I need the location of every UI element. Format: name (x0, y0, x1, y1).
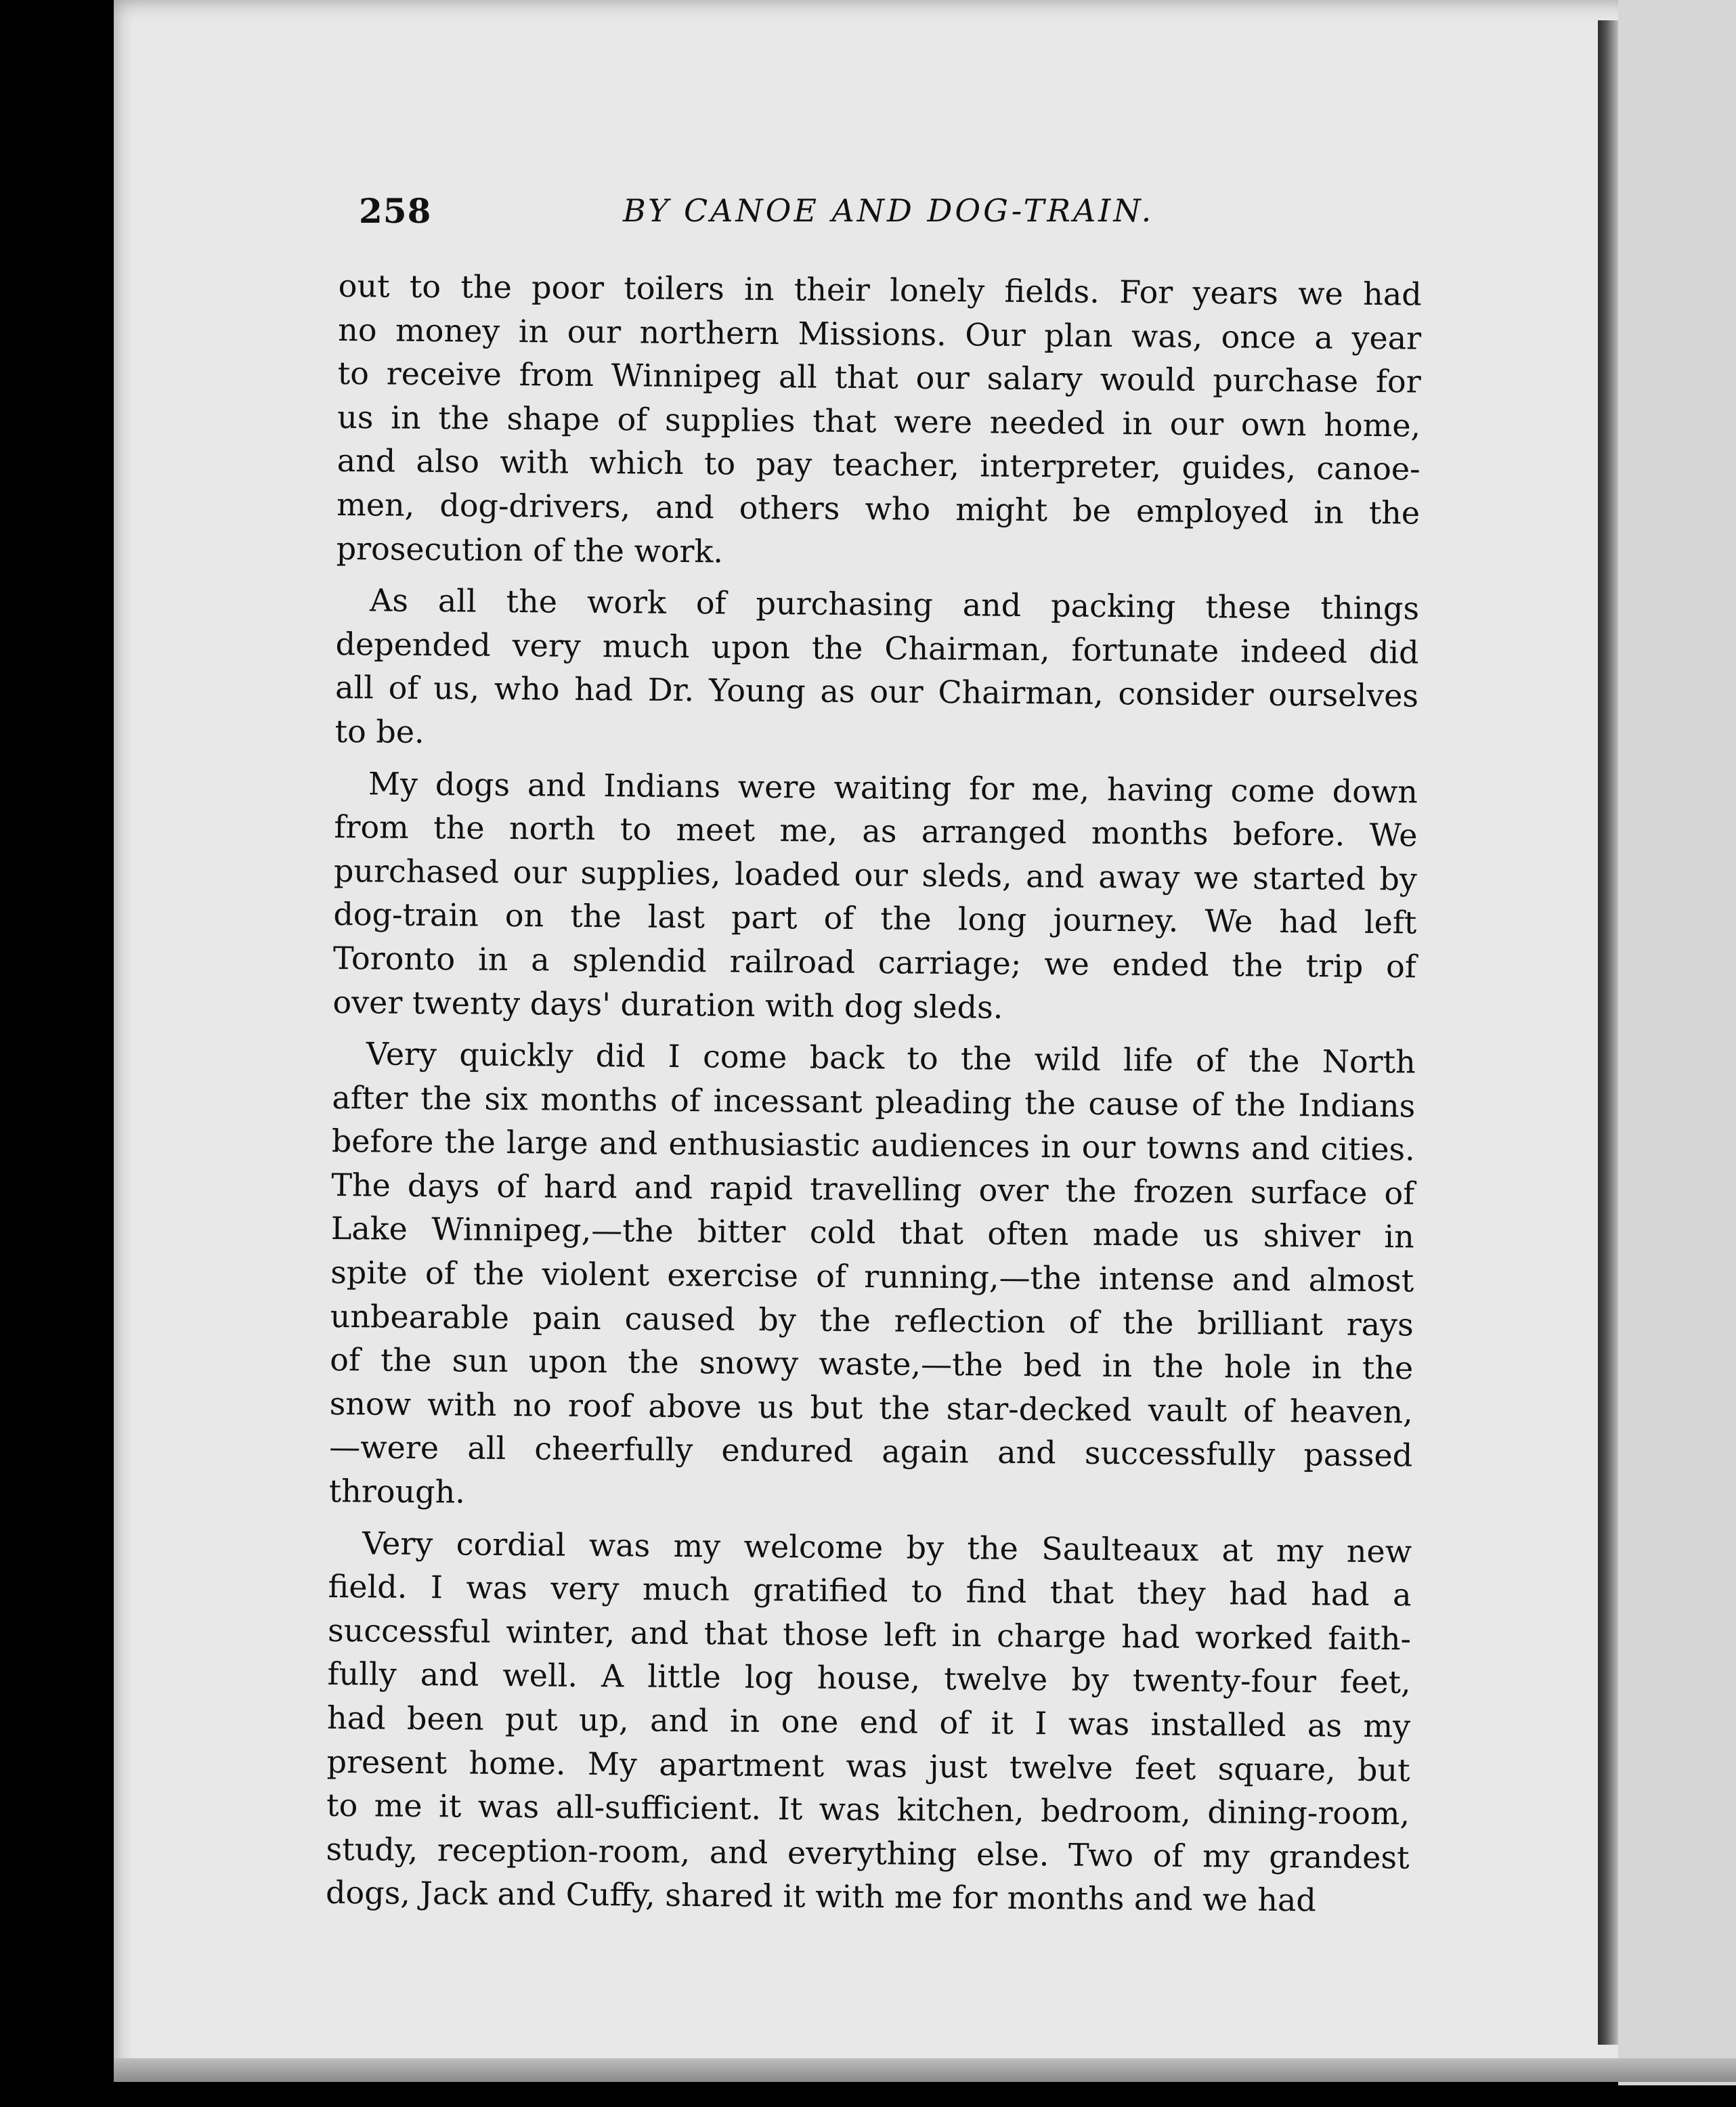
text-line: and also with which to pay teacher, interpreter, guides, canoe- (337, 442, 1420, 487)
text-line: after the six months of incessant pleading the cause of the Indians (332, 1079, 1416, 1125)
text-line: snow with no roof above us but the star-decked vault of heaven, (329, 1385, 1413, 1431)
paragraph (332, 762, 1418, 1033)
text-line: over twenty days' duration with dog sleds. (332, 983, 1003, 1026)
text-line: before the large and enthusiastic audiences in our towns and cities. (331, 1123, 1415, 1168)
paragraph (329, 1032, 1416, 1521)
text-line: As all the work of purchasing and packing these things (369, 582, 1420, 627)
text-line: present home. My apartment was just twelve feet square, but (326, 1743, 1410, 1789)
next-page-edge (1618, 0, 1736, 2085)
text-line: successful winter, and that those left in charge had worked faith- (327, 1611, 1412, 1657)
text-line: dog-train on the last part of the long journey. We had left (333, 896, 1417, 941)
text-line: Lake Winnipeg,—the bitter cold that often made us shiver in (330, 1210, 1414, 1255)
text-line: Very cordial was my welcome by the Saulteaux at my new (362, 1524, 1412, 1570)
running-head (359, 184, 1537, 238)
text-line: out to the poor toilers in their lonely fields. For years we had (338, 267, 1422, 313)
text-line: of the sun upon the snowy waste,—the bed in the hole in the (330, 1341, 1414, 1387)
text-line: unbearable pain caused by the reflection of the brilliant rays (330, 1297, 1414, 1343)
running-head-title: BY CANOE AND DOG-TRAIN. (623, 192, 1154, 229)
text-line: all of us, who had Dr. Young as our Chairman, consider ourselves (334, 669, 1419, 714)
text-line: from the north to meet me, as arranged months before. We (334, 808, 1418, 854)
text-line: —were all cheerfully endured again and successfully passed (329, 1429, 1413, 1474)
text-line: purchased our supplies, loaded our sleds, and away we started by (333, 852, 1418, 898)
text-line: depended very much upon the Chairman, fortunate indeed did (335, 625, 1419, 671)
text-line: field. I was very much gratified to find that they had had a (328, 1568, 1412, 1613)
text-line: Very quickly did I come back to the wild life of the North (366, 1035, 1416, 1081)
text-line: to receive from Winnipeg all that our salary would purchase for (337, 355, 1421, 400)
text-line: fully and well. A little log house, twelve by twenty-four feet, (327, 1655, 1411, 1701)
page-bottom-edge (114, 2058, 1736, 2082)
page-gutter-shadow (1598, 20, 1618, 2045)
text-line: to me it was all-sufficient. It was kitchen, bedroom, dining-room, (326, 1787, 1410, 1832)
text-line: Toronto in a splendid railroad carriage; we ended the trip of (332, 939, 1417, 985)
text-line: spite of the violent exercise of running,—the intense and almost (330, 1254, 1414, 1299)
text-line: The days of hard and rapid travelling over the frozen surface of (331, 1166, 1415, 1212)
text-line: study, reception-room, and everything else. Two of my grandest (326, 1830, 1410, 1876)
text-line: to be. (334, 712, 425, 750)
text-line: dogs, Jack and Cuffy, shared it with me for months and we had (325, 1874, 1317, 1919)
body-text (326, 264, 1422, 1931)
paragraph (334, 578, 1419, 762)
paragraph (326, 1521, 1412, 1924)
text-line: men, dog-drivers, and others who might be employed in the (337, 485, 1420, 531)
text-line: prosecution of the work. (336, 529, 724, 570)
page-number: 258 (359, 191, 432, 231)
text-line: had been put up, and in one end of it I was installed as my (326, 1699, 1411, 1745)
text-line: My dogs and Indians were waiting for me, having come down (368, 764, 1418, 810)
text-line: no money in our northern Missions. Our plan was, once a year (338, 311, 1422, 357)
paragraph (336, 264, 1422, 579)
text-line: through. (328, 1472, 466, 1511)
text-line: us in the shape of supplies that were needed in our own home, (337, 398, 1421, 444)
